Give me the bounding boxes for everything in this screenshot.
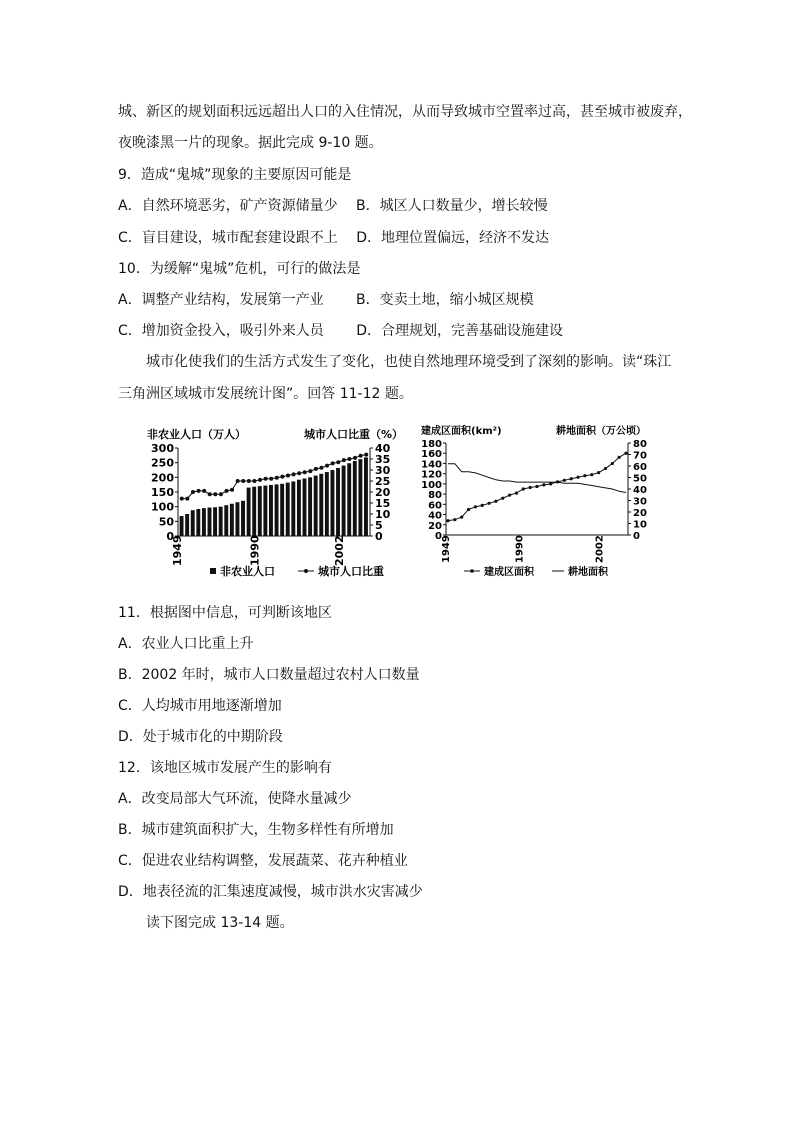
chart2-built-area-point <box>460 516 463 519</box>
chart1-line-point <box>225 489 229 493</box>
chart1-right-tick-label: 15 <box>375 497 391 510</box>
chart1-line-point <box>197 489 201 493</box>
chart1-line-point <box>202 489 206 493</box>
chart1-bar <box>235 502 239 536</box>
chart1-line-point <box>308 469 312 473</box>
chart1-right-tick-label: 10 <box>375 508 391 521</box>
chart2-built-area-point <box>597 471 600 474</box>
chart1-line-point <box>269 477 273 481</box>
chart1-line-point <box>264 477 268 481</box>
intro-line-1: 城、新区的规划面积远远超出人口的入住情况，从而导致城市空置率过高，甚至城市被废弃， <box>118 104 692 120</box>
chart2-right-tick-label: 30 <box>633 496 647 508</box>
chart2-legend-built: 建成区面积 <box>484 567 534 578</box>
chart-landuse <box>418 422 662 582</box>
chart1-left-tick-label: 300 <box>151 442 174 455</box>
chart2-built-area-point <box>453 518 456 521</box>
chart1-line-point <box>230 488 234 492</box>
chart1-bar <box>280 484 284 536</box>
chart1-bar <box>303 479 307 536</box>
chart1-line-point <box>303 470 307 474</box>
chart2-right-tick-label: 80 <box>633 439 647 450</box>
chart1-line-point <box>342 458 346 462</box>
chart1-line-point <box>320 466 324 470</box>
chart2-left-tick-label: 60 <box>428 500 442 512</box>
chart1-line-point <box>185 497 189 501</box>
chart2-right-tick-label: 20 <box>633 508 647 519</box>
chart2-built-area-point <box>611 462 614 465</box>
chart2-right-tick-label: 0 <box>633 531 640 542</box>
q12-option-a: A．改变局部大气环流，使降水量减少 <box>118 791 352 807</box>
chart1-bar <box>308 477 312 536</box>
chart2-built-area-point <box>542 483 545 486</box>
chart1-line-point <box>336 460 340 464</box>
chart1-bar <box>263 486 267 536</box>
q10-stem: 10．为缓解“鬼城”危机，可行的做法是 <box>118 261 361 277</box>
chart2-built-area-point <box>522 487 525 490</box>
chart1-bar <box>314 476 318 536</box>
chart1-right-tick-label: 0 <box>375 530 383 543</box>
chart2-right-tick-label: 50 <box>633 473 647 485</box>
chart1-bar <box>286 483 290 536</box>
chart2-right-tick-label: 10 <box>633 519 647 531</box>
chart1-bar <box>358 459 362 536</box>
chart1-bar <box>252 487 256 536</box>
chart1-legend-line: 城市人口比重 <box>318 565 384 578</box>
chart1-legend-line-dot <box>304 569 308 573</box>
q10-options-ab: A．调整产业结构，发展第一产业 B．变卖土地，缩小城区规模 <box>118 292 534 308</box>
chart2-x-tick-label: 2002 <box>594 535 606 563</box>
chart2-built-area-point <box>515 491 518 494</box>
chart2-left-tick-label: 80 <box>428 490 442 502</box>
chart2-built-area-point <box>604 467 607 470</box>
chart1-line-point <box>347 457 351 461</box>
chart1-line-point <box>241 479 245 483</box>
chart2-built-area-point <box>563 479 566 482</box>
chart1-legend-bar-swatch <box>210 568 216 574</box>
chart1-left-tick-label: 0 <box>166 530 174 543</box>
q9-options-ab: A．自然环境恶劣，矿产资源储量少 B．城区人口数量少，增长较慢 <box>118 198 548 214</box>
chart1-line-point <box>353 456 357 460</box>
q9-options-cd: C．盲目建设，城市配套建设跟不上 D．地理位置偏远，经济不发达 <box>118 230 550 246</box>
chart2-built-area-point <box>624 452 627 455</box>
q9-stem: 9．造成“鬼城”现象的主要原因可能是 <box>118 167 352 183</box>
chart2-built-area-point <box>535 485 538 488</box>
chart2-built-area-point <box>583 474 586 477</box>
chart2-right-axis-label: 耕地面积（万公顷） <box>556 426 646 437</box>
chart2-built-area-point <box>487 502 490 505</box>
chart1-line-point <box>213 492 217 496</box>
chart1-bar <box>325 472 329 536</box>
chart1-x-tick-label: 2002 <box>333 535 347 566</box>
chart2-built-area-point <box>590 473 593 476</box>
chart2-left-tick-label: 100 <box>421 479 442 491</box>
chart1-line-point <box>325 464 329 468</box>
chart1-line-point <box>208 492 212 496</box>
q12-stem: 12．该地区城市发展产生的影响有 <box>118 760 332 776</box>
chart1-left-tick-label: 50 <box>158 515 174 529</box>
q11-option-b: B．2002 年时，城市人口数量超过农村人口数量 <box>118 667 420 683</box>
chart1-bar <box>297 480 301 536</box>
chart1-line-point <box>331 461 335 465</box>
chart1-bar <box>219 507 223 536</box>
chart1-bar <box>347 463 351 536</box>
chart1-right-tick-label: 30 <box>375 464 391 477</box>
chart2-left-axis-label: 建成区面积(km²) <box>421 426 502 437</box>
chart2-left-tick-label: 160 <box>421 449 442 461</box>
chart1-line-point <box>292 472 296 476</box>
chart1-bar <box>230 504 234 536</box>
chart1-bar <box>247 488 251 536</box>
chart1-line-point <box>364 453 368 457</box>
chart2-x-tick-label: 1949 <box>441 535 452 563</box>
chart2-built-area-point <box>494 500 497 503</box>
chart1-bar <box>196 509 200 536</box>
chart1-line-point <box>180 497 184 501</box>
chart2-built-area-point <box>474 505 477 508</box>
chart1-right-tick-label: 20 <box>375 486 391 499</box>
chart1-line-point <box>236 479 240 483</box>
chart1-left-tick-label: 150 <box>151 486 174 499</box>
chart2-left-tick-label: 0 <box>435 531 442 542</box>
chart1-line-point <box>314 467 318 471</box>
chart1-bar <box>364 457 368 536</box>
chart2-right-tick-label: 60 <box>633 462 647 473</box>
chart1-line-point <box>252 479 256 483</box>
chart1-bar <box>185 514 189 536</box>
chart2-left-tick-label: 120 <box>421 469 442 481</box>
chart2-left-tick-label: 140 <box>421 459 442 471</box>
chart2-right-tick-label: 40 <box>633 485 647 496</box>
chart2-built-area-point <box>481 504 484 507</box>
chart2-built-area-point <box>508 494 511 497</box>
q11-stem: 11．根据图中信息，可判断该地区 <box>118 605 332 621</box>
chart1-left-axis-label: 非农业人口（万人） <box>147 428 246 441</box>
chart1-bar <box>191 510 195 536</box>
intro-line-2: 夜晚漆黑一片的现象。据此完成 9-10 题。 <box>118 135 383 151</box>
chart1-bar <box>202 508 206 536</box>
chart1-left-tick-label: 250 <box>151 456 174 470</box>
chart2-built-area-point <box>618 456 621 459</box>
chart1-bar <box>241 501 245 536</box>
chart1-legend-bars: 非农业人口 <box>220 565 275 578</box>
chart2-built-area-point <box>446 519 449 522</box>
q10-options-cd: C．增加资金投入，吸引外来人员 D．合理规划，完善基础设施建设 <box>118 323 564 339</box>
chart2-built-area-point <box>576 476 579 479</box>
chart2-built-area-point <box>570 477 573 480</box>
q12-option-b: B．城市建筑面积扩大，生物多样性有所增加 <box>118 822 394 838</box>
chart1-bar <box>208 508 212 536</box>
chart1-line-point <box>258 478 262 482</box>
chart1-bar <box>224 505 228 536</box>
chart1-bar <box>336 468 340 536</box>
chart1-line-point <box>191 490 195 494</box>
chart1-bar <box>319 474 323 536</box>
chart1-bar <box>258 486 262 536</box>
chart1-bar <box>275 484 279 536</box>
chart1-bar <box>353 461 357 536</box>
chart1-bar <box>342 466 346 536</box>
q11-option-d: D．处于城市化的中期阶段 <box>118 729 283 745</box>
chart1-bar <box>330 470 334 536</box>
chart1-line-point <box>219 492 223 496</box>
chart2-built-area-point <box>501 497 504 500</box>
chart1-right-tick-label: 35 <box>375 453 391 466</box>
chart1-x-tick-label: 1990 <box>248 535 262 566</box>
chart1-line-point <box>280 475 284 479</box>
chart-population <box>140 422 412 582</box>
chart2-left-tick-label: 20 <box>428 520 442 532</box>
chart1-bar <box>213 507 217 536</box>
q11-option-c: C．人均城市用地逐渐增加 <box>118 698 282 714</box>
chart1-line-point <box>359 454 363 458</box>
chart1-left-tick-label: 100 <box>151 500 174 514</box>
chart1-bar <box>269 485 273 536</box>
chart1-bar <box>291 481 295 536</box>
chart1-right-tick-label: 40 <box>375 442 391 455</box>
chart2-x-tick-label: 1990 <box>514 535 526 563</box>
chart1-right-tick-label: 5 <box>375 519 383 532</box>
chart2-legend-farm: 耕地面积 <box>568 567 608 578</box>
chart1-line-point <box>247 479 251 483</box>
chart1-right-tick-label: 25 <box>375 475 391 488</box>
chart1-right-axis-label: 城市人口比重（%） <box>304 428 404 441</box>
q11-option-a: A．农业人口比重上升 <box>118 636 254 652</box>
chart2-farmland-line <box>448 464 626 493</box>
chart1-left-tick-label: 200 <box>151 471 174 485</box>
chart2-legend-built-dot <box>470 569 474 573</box>
chart1-line-point <box>297 471 301 475</box>
chart2-right-tick-label: 70 <box>633 450 647 462</box>
chart2-left-tick-label: 40 <box>428 510 442 522</box>
tail-instruction: 读下图完成 13-14 题。 <box>146 915 294 931</box>
chart2-left-tick-label: 180 <box>421 439 442 450</box>
para2-line-2: 三角洲区域城市发展统计图”。回答 11-12 题。 <box>118 386 413 402</box>
chart1-line-point <box>286 474 290 478</box>
chart1-line-point <box>275 476 279 480</box>
chart2-built-area-point <box>529 486 532 489</box>
para2-line-1: 城市化使我们的生活方式发生了变化，也使自然地理环境受到了深刻的影响。读“珠江 <box>146 354 672 370</box>
chart1-x-tick-label: 1949 <box>171 535 184 566</box>
q12-option-c: C．促进农业结构调整，发展蔬菜、花卉种植业 <box>118 853 408 869</box>
chart2-built-area-point <box>549 482 552 485</box>
chart2-built-area-point <box>467 508 470 511</box>
chart1-bar <box>180 516 184 536</box>
q12-option-d: D．地表径流的汇集速度减慢，城市洪水灾害减少 <box>118 884 423 900</box>
